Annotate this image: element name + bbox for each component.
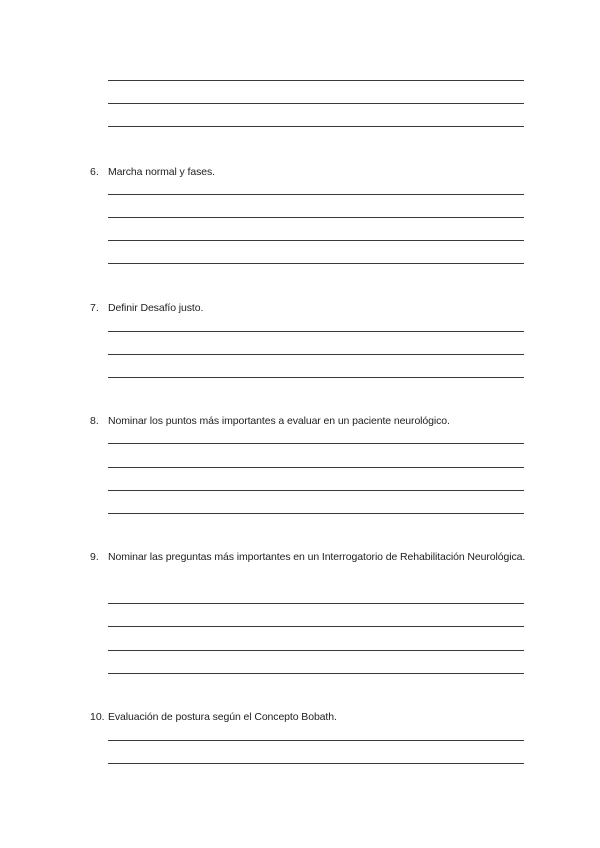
question-10-number: 10. [90, 711, 105, 723]
answer-line[interactable] [108, 603, 524, 604]
question-6-text: Marcha normal y fases. [108, 166, 215, 178]
answer-line[interactable] [108, 513, 524, 514]
question-6-number: 6. [90, 166, 99, 178]
question-7-text: Definir Desafío justo. [108, 302, 204, 314]
answer-line[interactable] [108, 217, 524, 218]
question-10-text: Evaluación de postura según el Concepto Bobath. [108, 711, 337, 723]
question-9-number: 9. [90, 551, 99, 563]
answer-line[interactable] [108, 377, 524, 378]
answer-line[interactable] [108, 650, 524, 651]
answer-line[interactable] [108, 763, 524, 764]
answer-line[interactable] [108, 126, 524, 127]
question-9-text: Nominar las preguntas más importantes en un Interrogatorio de Rehabilitación Neurológica. [108, 551, 526, 563]
question-7-number: 7. [90, 302, 99, 314]
answer-line[interactable] [108, 240, 524, 241]
answer-line[interactable] [108, 626, 524, 627]
answer-line[interactable] [108, 194, 524, 195]
answer-line[interactable] [108, 331, 524, 332]
question-8-text: Nominar los puntos más importantes a evaluar en un paciente neurológico. [108, 415, 450, 427]
answer-line[interactable] [108, 673, 524, 674]
question-8-number: 8. [90, 415, 99, 427]
answer-line[interactable] [108, 490, 524, 491]
answer-line[interactable] [108, 467, 524, 468]
answer-line[interactable] [108, 443, 524, 444]
answer-line[interactable] [108, 103, 524, 104]
answer-line[interactable] [108, 263, 524, 264]
answer-line[interactable] [108, 354, 524, 355]
answer-line[interactable] [108, 80, 524, 81]
answer-line[interactable] [108, 740, 524, 741]
